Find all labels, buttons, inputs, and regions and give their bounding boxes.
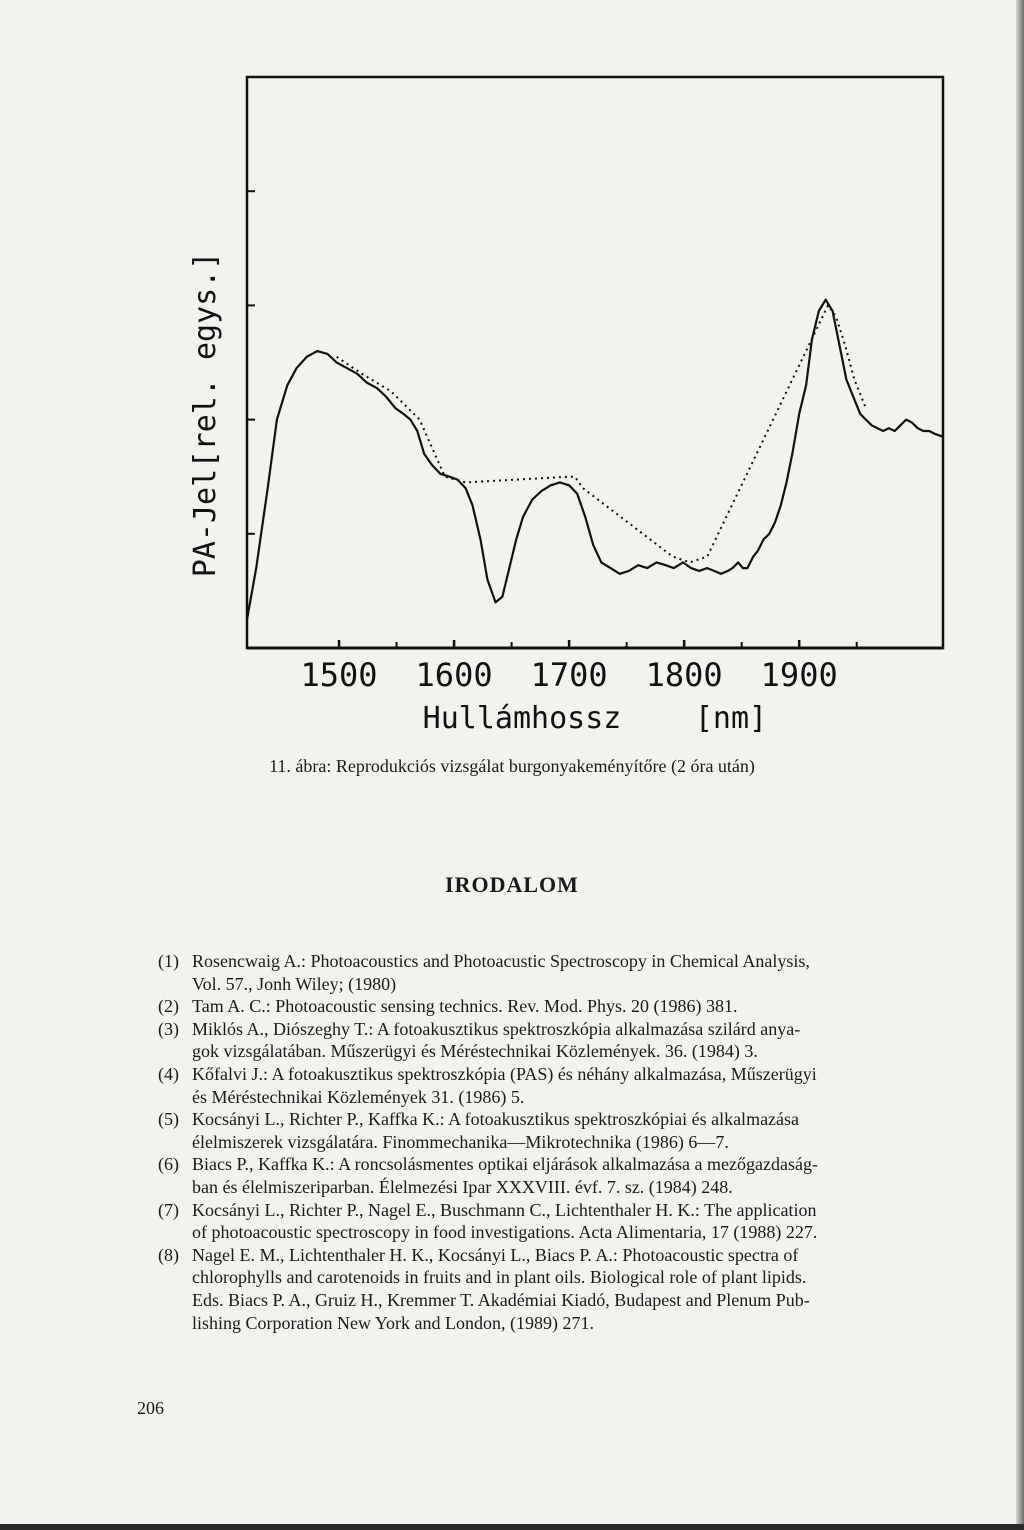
reference-entry [158,1244,988,1334]
reference-entry [158,1199,988,1244]
references-heading: IRODALOM [445,872,579,897]
reference-text-line: Kocsányi L., Richter P., Nagel E., Buschmann C., Lichtenthaler H. K.: The application [192,1199,817,1220]
reference-text-line: és Méréstechnikai Közlemények 31. (1986) 5. [192,1086,525,1107]
x-axis-unit: [nm] [694,701,768,736]
series-layer [247,300,943,620]
page-bottom-edge [0,1524,1024,1530]
reference-entry [158,950,988,995]
figure-caption: 11. ábra: Reprodukciós vizsgálat burgonyakeményítőre (2 óra után) [269,756,755,776]
x-axis-label: Hullámhossz [422,701,622,736]
x-tick-labels [301,656,838,694]
reference-entry [158,1018,988,1063]
reference-number: (2) [158,996,179,1017]
reference-text-line: Kocsányi L., Richter P., Kaffka K.: A fotoakusztikus spektroszkópiai és alkalmazása [192,1109,800,1130]
reference-number: (5) [158,1109,179,1130]
reference-text-line: Rosencwaig A.: Photoacoustics and Photoacustic Spectroscopy in Chemical Analysis, [192,951,810,971]
reference-entry [158,1108,988,1153]
spectrum-dotted-line [337,305,866,562]
reference-text-line: Eds. Biacs P. A., Gruiz H., Kremmer T. Akadémiai Kiadó, Budapest and Plenum Pub- [192,1289,810,1310]
reference-number: (6) [158,1154,179,1175]
y-axis-label-signal: PA-Jel [188,468,223,578]
x-tick-label: 1500 [300,656,378,694]
y-axis-label-units: [rel. egys.] [188,251,223,469]
reference-number: (7) [158,1199,179,1220]
x-tick-label: 1800 [645,656,723,694]
reference-number: (3) [158,1018,179,1039]
x-tick-label: 1700 [530,656,608,694]
reference-text-line: Miklós A., Diószeghy T.: A fotoakusztikus spektroszkópia alkalmazása szilárd anya- [192,1018,801,1039]
reference-text-line: lishing Corporation New York and London, (1989) 271. [192,1312,594,1333]
reference-number: (1) [158,951,179,971]
reference-text-line: Tam A. C.: Photoacoustic sensing technics. Rev. Mod. Phys. 20 (1986) 381. [192,996,738,1017]
reference-text-line: Kőfalvi J.: A fotoakusztikus spektroszkópia (PAS) és néhány alkalmazása, Műszerügyi [192,1063,817,1084]
x-tick-label: 1600 [415,656,493,694]
reference-text-line: ban és élelmiszeriparban. Élelmezési Ipar XXXVIII. évf. 7. sz. (1984) 248. [192,1176,733,1197]
page-number: 206 [137,1398,164,1418]
reference-text-line: Nagel E. M., Lichtenthaler H. K., Kocsányi L., Biacs P. A.: Photoacoustic spectra of [192,1244,799,1265]
reference-entry [158,995,988,1018]
reference-number: (4) [158,1063,179,1084]
x-tick-label: 1900 [760,656,838,694]
reference-entry [158,1063,988,1108]
reference-text-line: chlorophylls and carotenoids in fruits and in plant oils. Biological role of plant lipids. [192,1267,807,1288]
reference-text-line: Biacs P., Kaffka K.: A roncsolásmentes optikai eljárások alkalmazása a mezőgazdaság- [192,1154,818,1175]
reference-entry [158,1153,988,1198]
plot-frame [247,77,943,648]
reference-number: (8) [158,1244,179,1265]
references-list [158,950,988,1334]
spectrum-solid-line [247,300,943,620]
reference-text-line: Vol. 57., Jonh Wiley; (1980) [192,973,397,994]
reference-text-line: gok vizsgálatában. Műszerügyi és Méréstechnikai Közlemények. 36. (1984) 3. [192,1041,758,1062]
reference-text-line: élelmiszerek vizsgálatára. Finommechanika—Mikrotechnika (1986) 6—7. [192,1131,729,1152]
page-edge-shadow [1016,0,1024,1530]
reference-text-line: of photoacoustic spectroscopy in food investigations. Acta Alimentaria, 17 (1988) 227. [192,1222,818,1243]
